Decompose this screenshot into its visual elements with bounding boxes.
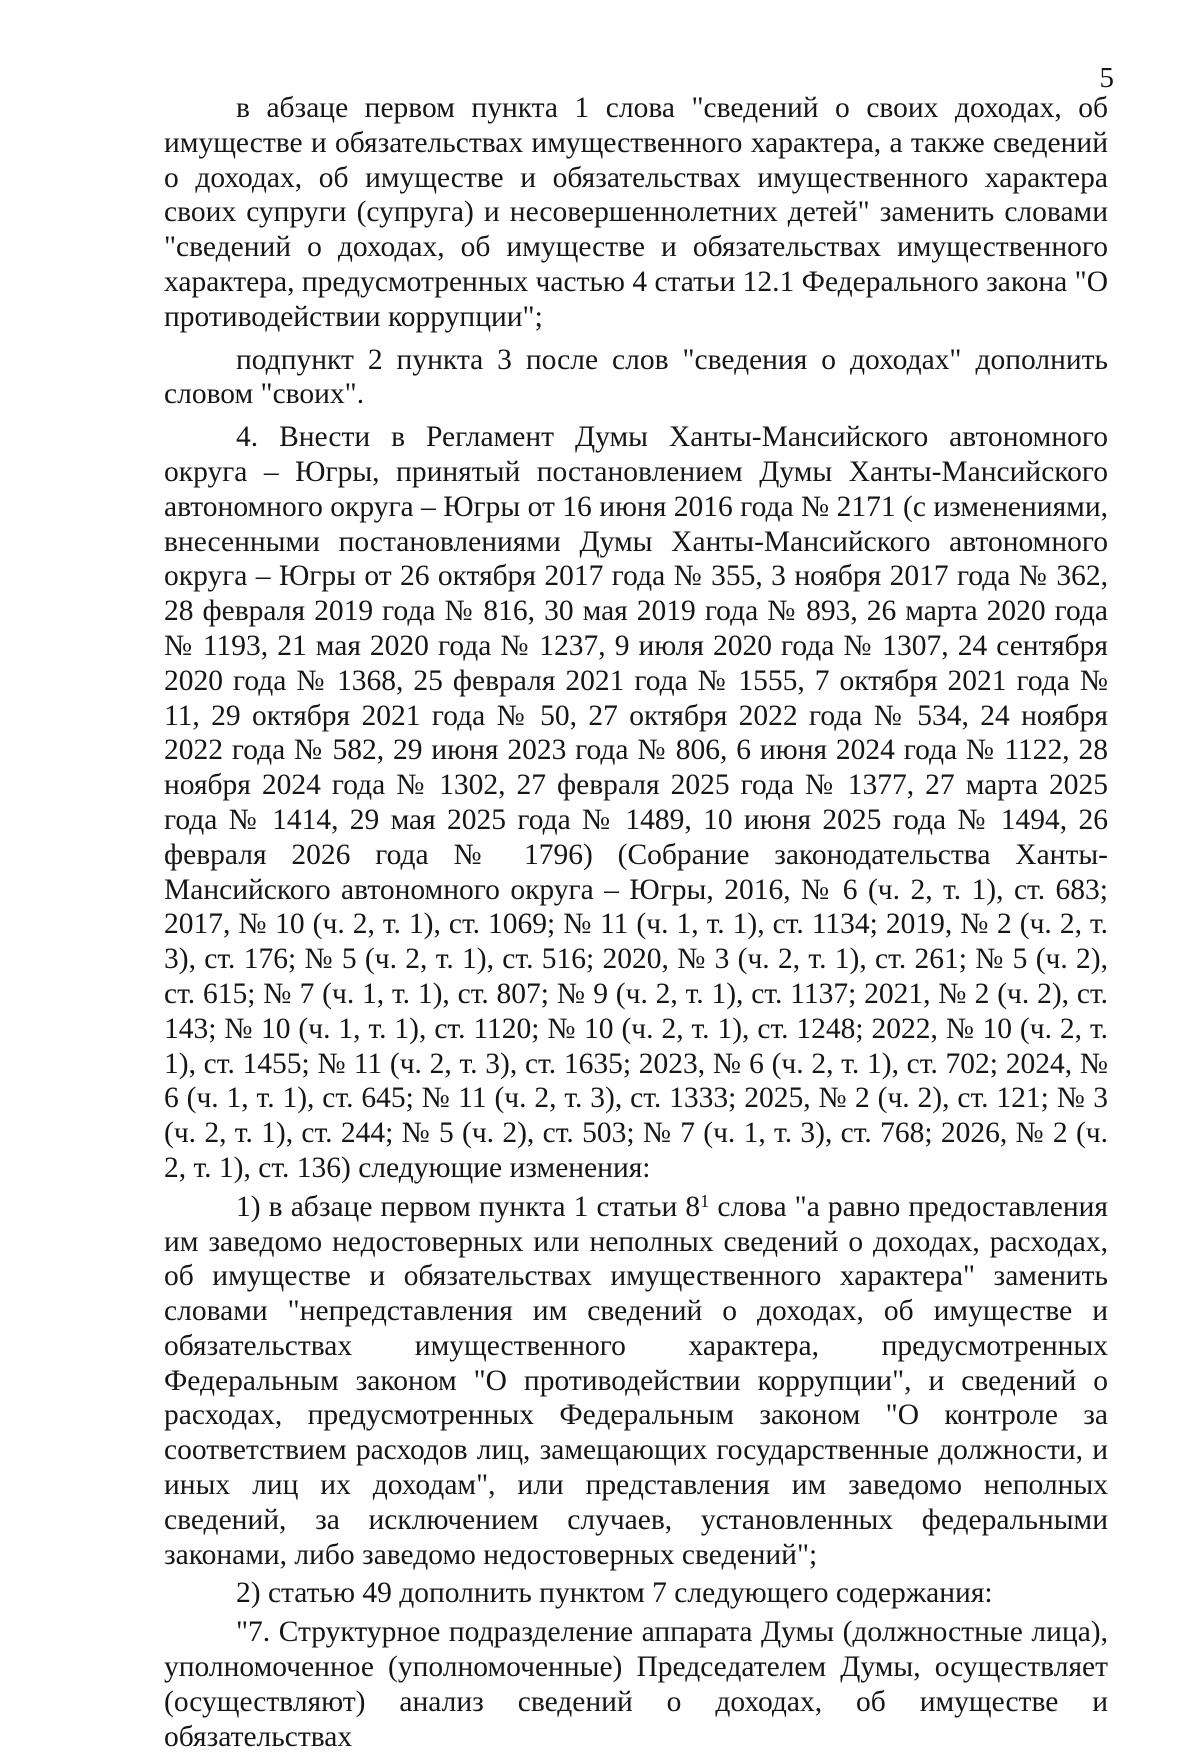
item-1-text-rest: слова "а равно предоставления им заведомо недостоверных или неполных сведений о доходах, расходах, об имуществе и обязательствах имущественного характера" заменить словами "непредставления им сведений о доходах, об имуществе и обязательствах имущественного характера, предусмотренных Федеральным законом "О противодействии коррупции", и сведений о расходах, предусмотренных Федеральным законом "О контроле за соответствием расходов лиц, замещающих государственные должности, и иных лиц их доходам", или представления им заведомо неполных сведений, за исключением случаев, установленных федеральными законами, либо заведомо недостоверных сведений"; — [164, 1190, 1108, 1571]
item-1-text-start: 1) в абзаце первом пункта 1 статьи 8 — [236, 1190, 701, 1223]
article-superscript: 1 — [700, 1191, 710, 1212]
paragraph-income-wording: в абзаце первом пункта 1 слова "сведений о своих доходах, об имуществе и обязательствах имущественного характера, а также сведений о доходах, об имуществе и обязательствах имущественного характера своих супруги (супруга) и несовершеннолетних детей" заменить словами "сведений о доходах, об имуществе и обязательствах имущественного характера, предусмотренных частью 4 статьи 12.1 Федерального закона "О противодействии коррупции"; — [164, 92, 1108, 333]
paragraph-item-2-article-49: 2) статью 49 дополнить пунктом 7 следующего содержания: — [236, 1577, 993, 1610]
document-body — [164, 91, 1108, 1754]
page-number: 5 — [1099, 62, 1114, 94]
paragraph-reglament-amendments: 4. Внести в Регламент Думы Ханты-Мансийского автономного округа – Югры, принятый постановлением Думы Ханты-Мансийского автономного округа – Югры от 16 июня 2016 года № 2171 (с изменениями, внесенными постановлениями Думы Ханты-Мансийского автономного округа – Югры от 26 октября 2017 года № 355, 3 ноября 2017 года № 362, 28 февраля 2019 года № 816, 30 мая 2019 года № 893, 26 марта 2020 года № 1193, 21 мая 2020 года № 1237, 9 июля 2020 года № 1307, 24 сентября 2020 года № 1368, 25 февраля 2021 года № 1555, 7 октября 2021 года № 11, 29 октября 2021 года № 50, 27 октября 2022 года № 534, 24 ноября 2022 года № 582, 29 июня 2023 года № 806, 6 июня 2024 года № 1122, 28 ноября 2024 года № 1302, 27 февраля 2025 года № 1377, 27 марта 2025 года № 1414, 29 мая 2025 года № 1489, 10 июня 2025 года № 1494, 26 февраля 2026 года № 1796) (Собрание законодательства Ханты-Мансийского автономного округа – Югры, 2016, № 6 (ч. 2, т. 1), ст. 683; 2017, № 10 (ч. 2, т. 1), ст. 1069; № 11 (ч. 1, т. 1), ст. 1134; 2019, № 2 (ч. 2, т. 3), ст. 176; № 5 (ч. 2, т. 1), ст. 516; 2020, № 3 (ч. 2, т. 1), ст. 261; № 5 (ч. 2), ст. 615; № 7 (ч. 1, т. 1), ст. 807; № 9 (ч. 2, т. 1), ст. 1137; 2021, № 2 (ч. 2), ст. 143; № 10 (ч. 1, т. 1), ст. 1120; № 10 (ч. 2, т. 1), ст. 1248; 2022, № 10 (ч. 2, т. 1), ст. 1455; № 11 (ч. 2, т. 3), ст. 1635; 2023, № 6 (ч. 2, т. 1), ст. 702; 2024, № 6 (ч. 1, т. 1), ст. 645; № 11 (ч. 2, т. 3), ст. 1333; 2025, № 2 (ч. 2), ст. 121; № 3 (ч. 2, т. 1), ст. 244; № 5 (ч. 2), ст. 503; № 7 (ч. 1, т. 3), ст. 768; 2026, № 2 (ч. 2, т. 1), ст. 136) следующие изменения: — [164, 421, 1108, 1184]
paragraph-item-1-article-8-1 — [164, 1190, 1108, 1573]
paragraph-subparagraph-2: подпункт 2 пункта 3 после слов "сведения о доходах" дополнить словом "своих". — [164, 343, 1108, 411]
paragraph-new-point-7: "7. Структурное подразделение аппарата Думы (должностные лица), уполномоченное (уполномоченные) Председателем Думы, осуществляет (осуществляют) анализ сведений о доходах, об имуществе и обязательствах — [164, 1616, 1108, 1753]
